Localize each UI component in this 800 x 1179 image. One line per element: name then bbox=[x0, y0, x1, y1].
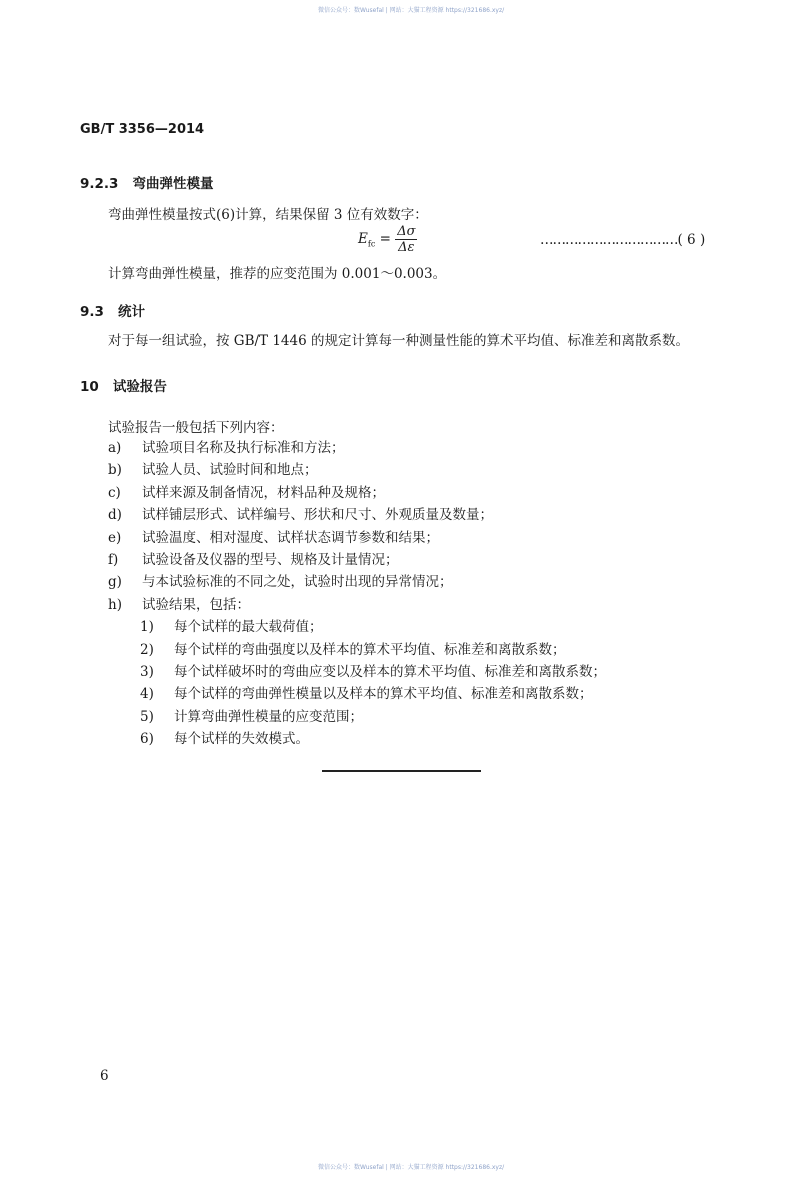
equation-number bbox=[540, 232, 705, 248]
end-divider bbox=[322, 770, 481, 772]
item-label: g) bbox=[108, 574, 122, 591]
item-text: 每个试样破坏时的弯曲应变以及样本的算术平均值、标准差和离散系数； bbox=[174, 664, 606, 681]
formula-subscript: fc bbox=[367, 239, 376, 249]
section-9-2-3-heading bbox=[80, 172, 214, 192]
sub-list-item bbox=[140, 683, 606, 705]
paragraph: 对于每一组试验，按 GB/T 1446 的规定计算每一种测量性能的算术平均值、标准差和离散系数。 bbox=[108, 333, 689, 349]
section-title: 试验报告 bbox=[112, 379, 167, 395]
item-text: 每个试样的最大载荷值； bbox=[174, 619, 323, 636]
sub-list-item bbox=[140, 616, 606, 638]
formula-numerator: Δσ bbox=[397, 224, 416, 239]
item-label: e) bbox=[108, 529, 122, 546]
formula-denominator: Δε bbox=[398, 240, 415, 255]
paragraph: 弯曲弹性模量按式(6)计算，结果保留 3 位有效数字： bbox=[108, 207, 428, 223]
item-text: 试样来源及制备情况，材料品种及规格； bbox=[142, 484, 385, 501]
section-number: 10 bbox=[80, 379, 99, 395]
item-label: 4) bbox=[140, 686, 154, 703]
sub-list-item bbox=[140, 639, 606, 661]
list-item bbox=[108, 504, 606, 526]
item-label: 6) bbox=[140, 731, 154, 748]
item-label: h) bbox=[108, 596, 122, 613]
watermark-top: 微信公众号：数Wusefal | 网站：大猫工程资源 https://321686.xyz/ bbox=[318, 7, 505, 14]
formula-lhs: E bbox=[358, 231, 368, 247]
standard-header: GB/T 3356—2014 bbox=[80, 122, 205, 137]
list-item bbox=[108, 527, 606, 549]
section-number: 9.2.3 bbox=[80, 176, 119, 192]
page-number: 6 bbox=[100, 1068, 109, 1084]
sub-list-item bbox=[140, 661, 606, 683]
item-text: 每个试样的失效模式。 bbox=[174, 731, 309, 748]
item-label: f) bbox=[108, 552, 119, 569]
paragraph: 试验报告一般包括下列内容： bbox=[108, 420, 284, 436]
item-text: 试验温度、相对湿度、试样状态调节参数和结果； bbox=[142, 529, 439, 546]
item-label: 5) bbox=[140, 708, 154, 725]
formula bbox=[358, 224, 417, 255]
section-number: 9.3 bbox=[80, 304, 104, 320]
sub-list-item bbox=[140, 706, 606, 728]
sub-list-item bbox=[140, 728, 606, 750]
item-text: 试验结果，包括： bbox=[142, 596, 250, 613]
list-item bbox=[108, 549, 606, 571]
item-text: 试验人员、试验时间和地点； bbox=[142, 462, 318, 479]
equation-label: ( 6 ) bbox=[677, 232, 706, 248]
item-text: 计算弯曲弹性模量的应变范围； bbox=[174, 708, 363, 725]
item-text: 每个试样的弯曲弹性模量以及样本的算术平均值、标准差和离散系数； bbox=[174, 686, 593, 703]
sub-list bbox=[108, 616, 606, 750]
item-label: 2) bbox=[140, 641, 154, 658]
section-10-heading bbox=[80, 375, 167, 395]
item-text: 试验设备及仪器的型号、规格及计量情况； bbox=[142, 552, 399, 569]
list-item bbox=[108, 437, 606, 459]
item-label: 3) bbox=[140, 664, 154, 681]
item-text: 每个试样的弯曲强度以及样本的算术平均值、标准差和离散系数； bbox=[174, 641, 566, 658]
list-item bbox=[108, 482, 606, 504]
formula-equals: = bbox=[379, 231, 391, 247]
section-title: 统计 bbox=[118, 304, 146, 320]
list-item bbox=[108, 459, 606, 481]
item-label: b) bbox=[108, 462, 122, 479]
section-title: 弯曲弹性模量 bbox=[132, 176, 214, 192]
item-text: 试样铺层形式、试样编号、形状和尺寸、外观质量及数量； bbox=[142, 507, 493, 524]
section-9-3-heading bbox=[80, 300, 145, 320]
dot-leader: …………………………… bbox=[540, 232, 678, 248]
report-items-list bbox=[108, 437, 606, 751]
item-label: c) bbox=[108, 484, 121, 501]
watermark-bottom: 微信公众号：数Wusefal | 网站：大猫工程资源 https://321686.xyz/ bbox=[318, 1164, 505, 1171]
item-label: d) bbox=[108, 507, 122, 524]
list-item bbox=[108, 571, 606, 593]
item-text: 与本试验标准的不同之处，试验时出现的异常情况； bbox=[142, 574, 453, 591]
list-item bbox=[108, 594, 606, 616]
item-text: 试验项目名称及执行标准和方法； bbox=[142, 440, 345, 456]
paragraph: 计算弯曲弹性模量，推荐的应变范围为 0.001～0.003。 bbox=[108, 266, 447, 282]
item-label: 1) bbox=[140, 619, 154, 636]
item-label: a) bbox=[108, 440, 122, 456]
